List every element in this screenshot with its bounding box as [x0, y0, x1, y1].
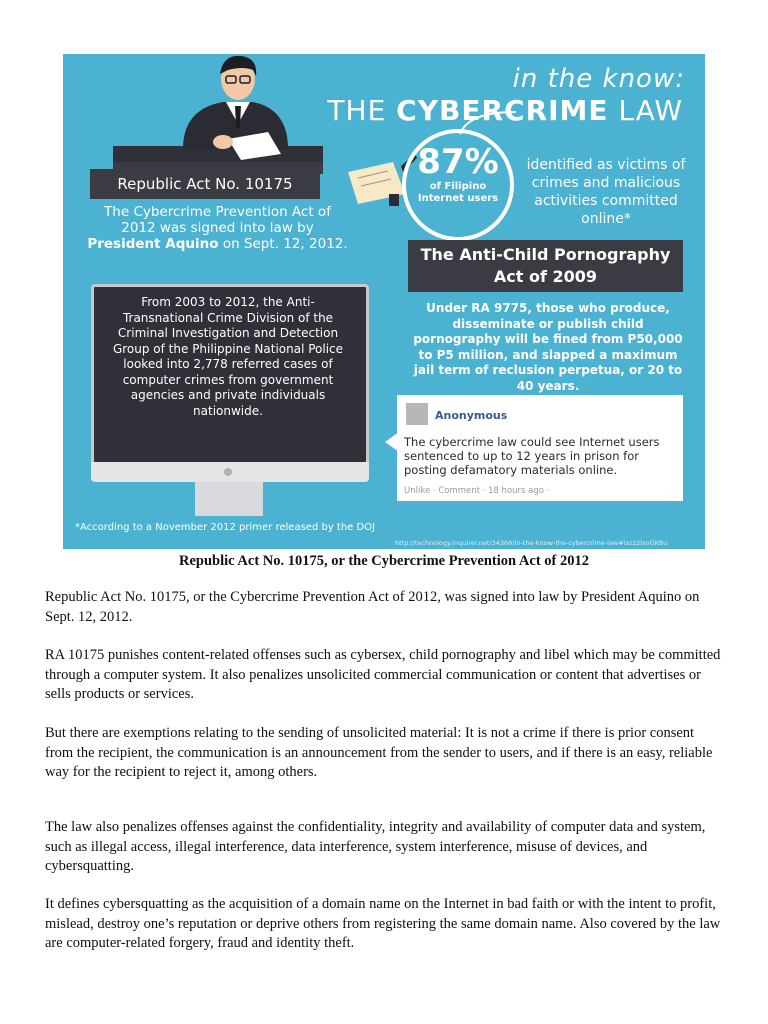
- monitor-button-icon: [224, 468, 232, 476]
- monitor-text: From 2003 to 2012, the Anti-Transnational Crime Division of the Criminal Investigation and Detection Group of the Philippine National Police looked into 2,778 referred cases of computer crimes from government agencies and private individuals nationwide.: [112, 295, 344, 418]
- ra-9775-text: Under RA 9775, those who produce, disseminate or publish child pornography will be fined from P50,000 to P5 million, and slapped a maximum jail term of reclusion perpetua, or 20 to 40 years.: [413, 301, 683, 393]
- ra-10175-label: Republic Act No. 10175: [90, 169, 320, 199]
- footnote: *According to a November 2012 primer released by the DOJ: [75, 522, 376, 533]
- headline-tail: LAW: [608, 94, 683, 127]
- signing-text-part2: on Sept. 12, 2012.: [218, 236, 348, 252]
- signing-text: [85, 204, 350, 252]
- paragraph-1: Republic Act No. 10175, or the Cybercrime Prevention Act of 2012, was signed into law by President Aquino on Sept. 12, 2012.: [45, 589, 700, 625]
- comment-text: The cybercrime law could see Internet users sentenced to up to 12 years in prison for posting defamatory materials online.: [404, 435, 660, 477]
- headline-bold: CYBERCRIME: [396, 94, 609, 127]
- headline-thin: THE: [327, 94, 397, 127]
- victims-text: identified as victims of crimes and malicious activities committed online*: [526, 157, 686, 227]
- monitor-stand: [195, 482, 263, 516]
- signing-text-bold: President Aquino: [87, 236, 219, 252]
- figure-caption: Republic Act No. 10175, or the Cybercrime Prevention Act of 2012: [179, 553, 589, 569]
- stat-caption: of Filipino Internet users: [417, 181, 499, 204]
- comment-meta: Unlike · Comment · 18 hours ago ·: [404, 486, 550, 496]
- avatar-icon: [406, 403, 428, 425]
- infographic: [63, 54, 705, 549]
- source-url: http://technology.inquirer.net/34366/in-the-know-the-cybercrime-law#ixzz2lsoGKBu: [395, 539, 668, 547]
- paragraph-2: RA 10175 punishes content-related offenses such as cybersex, child pornography and libel which may be committed through a computer system. It also penalizes unsolicited commercial communication or content that advertises or sells products or services.: [45, 647, 721, 702]
- paragraph-4: The law also penalizes offenses against the confidentiality, integrity and availability of computer data and system, such as illegal access, illegal interference, data interference, system interference, misuse of devices, and cybersquatting.: [45, 819, 706, 874]
- kicker: in the know:: [512, 64, 685, 94]
- stat-value: 87%: [417, 142, 499, 182]
- paragraph-3: But there are exemptions relating to the sending of unsolicited material: It is not a crime if there is prior consent from the recipient, the communication is an announcement from the sender to users, and if there is an easy, reliable way for the recipient to reject it, among others.: [45, 725, 713, 780]
- paragraph-5: It defines cybersquatting as the acquisition of a domain name on the Internet in bad faith or with the intent to profit, mislead, destroy one’s reputation or deprive others from registering the same domain name. Also covered by the law are computer-related forgery, fraud and identity theft.: [45, 896, 721, 951]
- comment-author: Anonymous: [435, 409, 508, 422]
- statistic-circle: [402, 129, 514, 241]
- anti-child-title: The Anti-Child Pornography Act of 2009: [408, 240, 683, 292]
- signing-text-part1: The Cybercrime Prevention Act of 2012 was signed into law by: [104, 204, 331, 236]
